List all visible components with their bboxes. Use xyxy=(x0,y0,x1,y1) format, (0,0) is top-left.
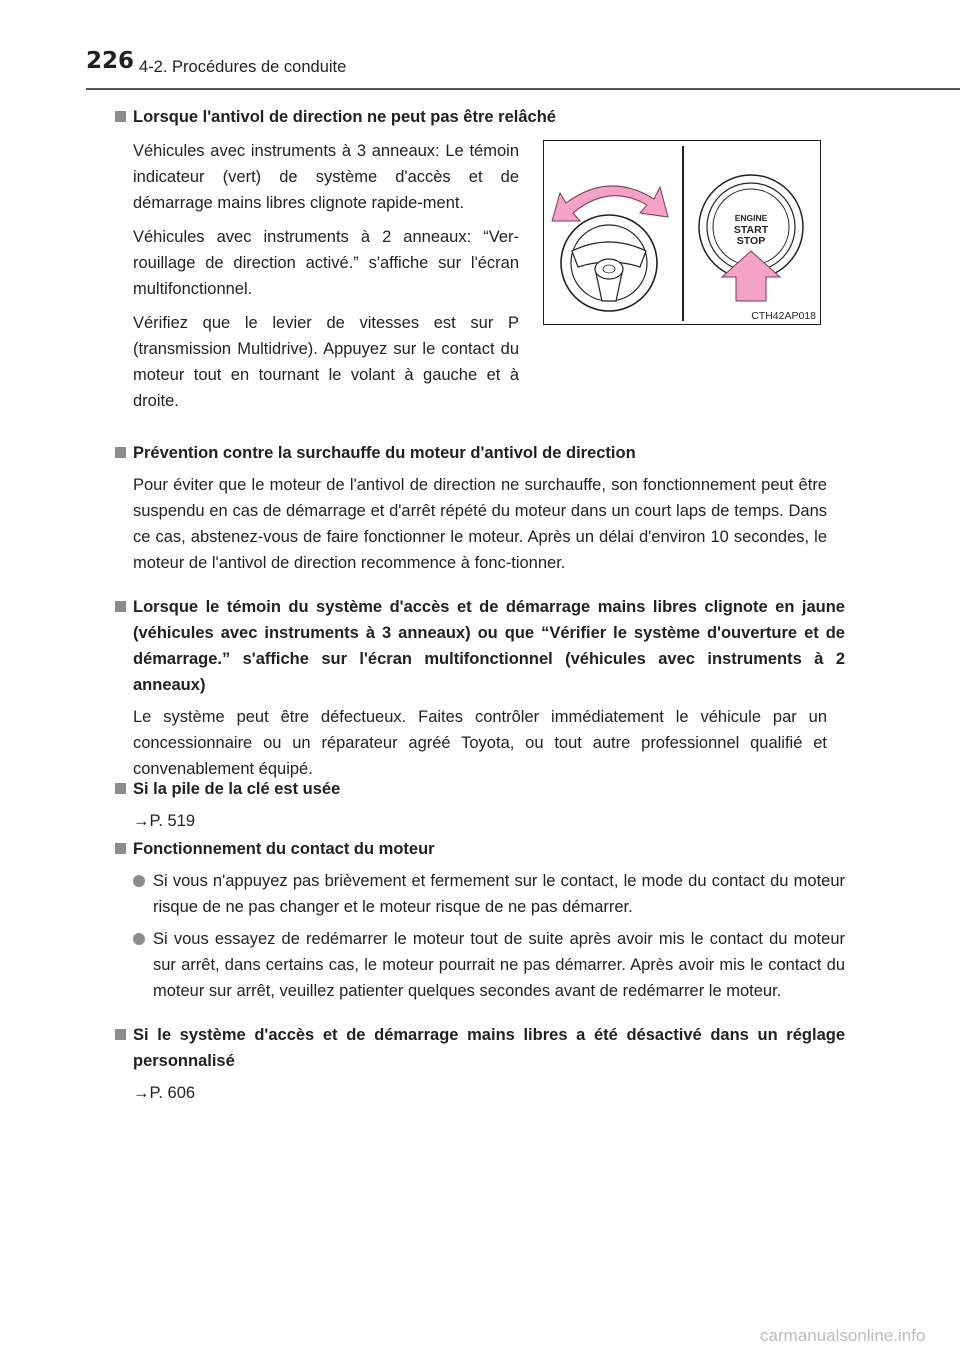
section-customization xyxy=(115,1022,845,1106)
heading-text: Lorsque l'antivol de direction ne peut pas être relâché xyxy=(133,108,556,126)
square-bullet-icon xyxy=(115,111,126,122)
section-heading xyxy=(115,1022,845,1074)
heading-text: Si la pile de la clé est usée xyxy=(133,780,341,798)
list-item xyxy=(133,868,845,920)
square-bullet-icon xyxy=(115,601,126,612)
section-heading xyxy=(115,594,845,698)
square-bullet-icon xyxy=(115,1029,126,1040)
section-warning-light xyxy=(115,594,845,782)
square-bullet-icon xyxy=(115,783,126,794)
button-label: STOP xyxy=(736,235,766,247)
paragraph: Véhicules avec instruments à 2 anneaux: “Ver-rouillage de direction activé.” s'affiche sur l'écran multifonctionnel. xyxy=(133,228,519,298)
section-engine-switch xyxy=(115,836,845,1004)
list-item xyxy=(133,926,845,1004)
button-label: START xyxy=(733,224,769,236)
section-key-battery xyxy=(115,776,845,834)
square-bullet-icon xyxy=(115,843,126,854)
section-heading xyxy=(115,776,845,802)
heading-text: Si le système d'accès et de démarrage mains libres a été désactivé dans un réglage personnalisé xyxy=(133,1026,845,1070)
list-item-text: Si vous n'appuyez pas brièvement et fermement sur le contact, le mode du contact du moteur risque de ne pas changer et le moteur risque de ne pas démarrer. xyxy=(153,872,845,916)
paragraph: Vérifiez que le levier de vitesses est sur P (transmission Multidrive). Appuyez sur le contact du moteur tout en tournant le volant à gauche et à droite. xyxy=(133,314,519,410)
section-heading xyxy=(115,836,845,862)
steering-wheel-icon xyxy=(561,215,657,311)
page-reference: →P. 519 xyxy=(133,812,196,830)
header-rule xyxy=(86,88,960,90)
section-overheat xyxy=(115,440,845,576)
paragraph: Véhicules avec instruments à 3 anneaux: Le témoin indicateur (vert) de système d'accès et de démarrage mains libres clignote rapide-ment. xyxy=(133,142,519,212)
section-title: 4-2. Procédures de conduite xyxy=(139,58,347,76)
round-bullet-icon xyxy=(133,933,145,945)
steering-start-illustration xyxy=(543,140,821,325)
paragraph: Pour éviter que le moteur de l'antivol de direction ne surchauffe, son fonctionnement peut être suspendu en cas de démarrage et d'arrêt répété du moteur dans un court laps de temps. Dans ce cas, abstenez-vous de faire fonctionner le moteur. Après un délai d'environ 10 secondes, le moteur de l'antivol de direction recommence à fonc-tionner. xyxy=(133,476,827,572)
figure-code: CTH42AP018 xyxy=(751,310,816,322)
watermark: carmanualsonline.info xyxy=(760,1326,926,1345)
paragraph: Le système peut être défectueux. Faites contrôler immédiatement le véhicule par un concessionnaire ou un réparateur agréé Toyota, ou tout autre professionnel qualifié et convenablement équipé. xyxy=(133,708,827,778)
button-label: ENGINE xyxy=(734,213,768,223)
round-bullet-icon xyxy=(133,875,145,887)
heading-text: Lorsque le témoin du système d'accès et de démarrage mains libres clignote en jaune (véhicules avec instruments à 3 anneaux) ou que “Vérifier le système d'ouverture et de démarrage.” s'affiche sur l'écran multifonctionnel (véhicules avec instruments à 2 anneaux) xyxy=(133,598,845,694)
square-bullet-icon xyxy=(115,447,126,458)
section-heading xyxy=(115,104,845,130)
section-heading xyxy=(115,440,845,466)
page-number: 226 xyxy=(86,48,135,74)
page-reference: →P. 606 xyxy=(133,1084,196,1102)
illustration-svg xyxy=(544,141,822,326)
list-item-text: Si vous essayez de redémarrer le moteur tout de suite après avoir mis le contact du moteur sur arrêt, dans certains cas, le moteur pourrait ne pas démarrer. Après avoir mis le contact du moteur sur arrêt, veuillez patienter quelques secondes avant de redémarrer le moteur. xyxy=(153,930,845,1000)
heading-text: Fonctionnement du contact du moteur xyxy=(133,840,435,858)
heading-text: Prévention contre la surchauffe du moteur d'antivol de direction xyxy=(133,444,636,462)
